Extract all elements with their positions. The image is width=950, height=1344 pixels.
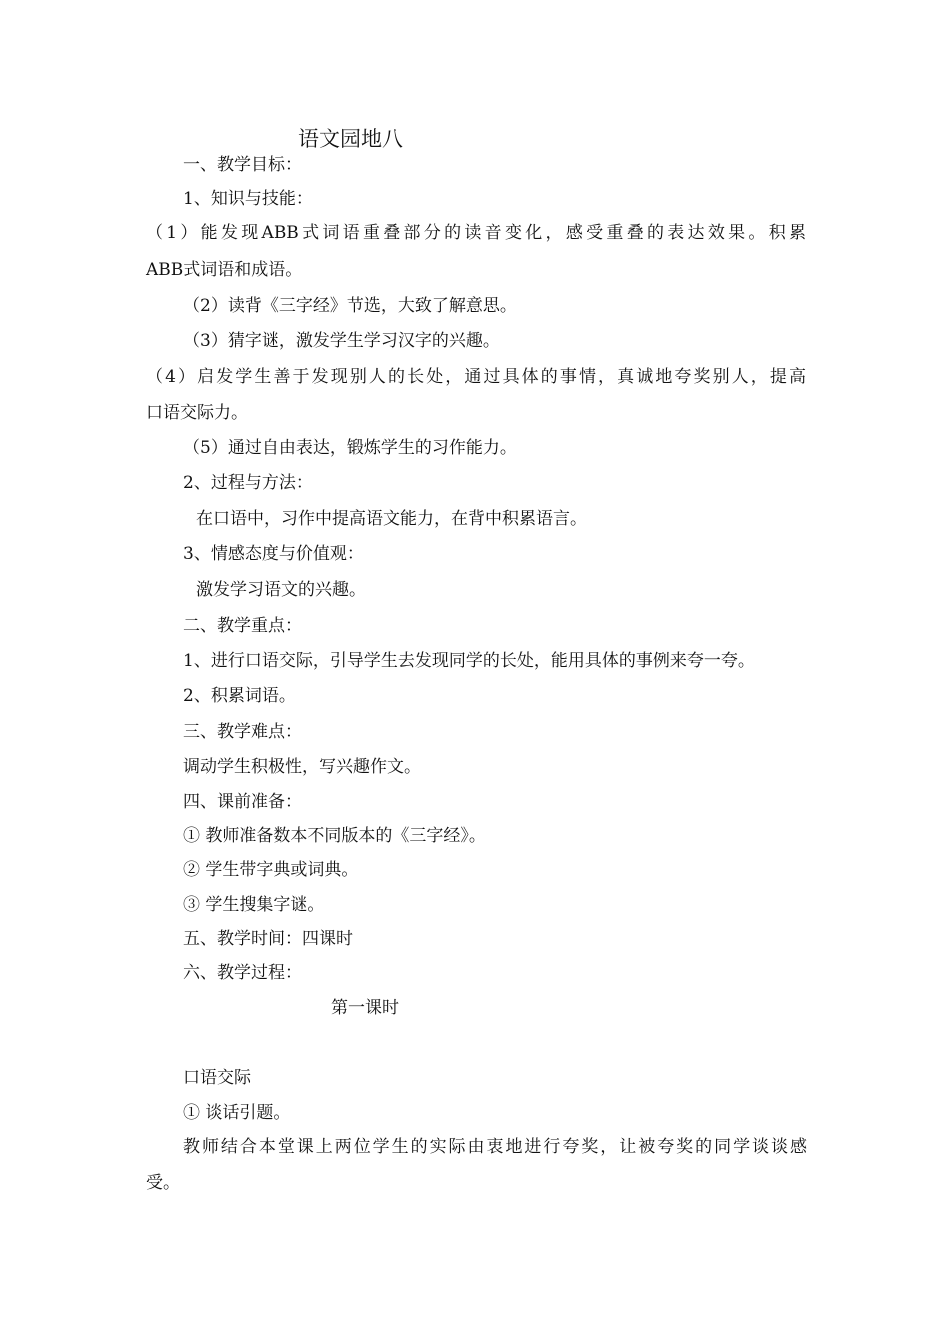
section-heading-key-points: 二、教学重点：: [183, 616, 302, 636]
section-heading-preparation: 四、课前准备：: [183, 792, 302, 812]
key-point-1: 1、进行口语交际，引导学生去发现同学的长处，能用具体的事例来夸一夸。: [183, 651, 755, 671]
preparation-item-2: ② 学生带字典或词典。: [183, 860, 359, 880]
objective-item-3: （3）猜字谜，激发学生学习汉字的兴趣。: [183, 331, 500, 351]
objective-item-5: （5）通过自由表达，锻炼学生的习作能力。: [183, 438, 517, 458]
activity-heading-oral: 口语交际: [183, 1068, 251, 1088]
subheading-process-method: 2、过程与方法：: [183, 473, 313, 493]
subheading-knowledge-skills: 1、知识与技能：: [183, 189, 313, 209]
objective-item-2: （2）读背《三字经》节选，大致了解意思。: [183, 296, 517, 316]
lesson-heading: 第一课时: [331, 998, 399, 1018]
activity-step-1: ① 谈话引题。: [183, 1103, 291, 1123]
section-heading-teaching-time: 五、教学时间：四课时: [183, 929, 353, 949]
section-heading-objectives: 一、教学目标：: [183, 155, 302, 175]
preparation-item-3: ③ 学生搜集字谜。: [183, 895, 325, 915]
objective-item-4-cont: 口语交际力。: [146, 403, 248, 423]
objective-item-4: （4）启发学生善于发现别人的长处，通过具体的事情，真诚地夸奖别人，提高: [146, 367, 806, 387]
process-method-text: 在口语中，习作中提高语文能力，在背中积累语言。: [196, 509, 587, 529]
attitude-values-text: 激发学习语文的兴趣。: [196, 580, 366, 600]
preparation-item-1: ① 教师准备数本不同版本的《三字经》。: [183, 826, 486, 846]
activity-step-1-text: 教师结合本堂课上两位学生的实际由衷地进行夸奖，让被夸奖的同学谈谈感: [183, 1137, 807, 1157]
objective-item-1: （1）能发现ABB式词语重叠部分的读音变化，感受重叠的表达效果。积累: [146, 223, 806, 243]
key-point-2: 2、积累词语。: [183, 686, 296, 706]
section-heading-difficulties: 三、教学难点：: [183, 722, 302, 742]
difficulty-text: 调动学生积极性，写兴趣作文。: [183, 757, 421, 777]
section-heading-teaching-process: 六、教学过程：: [183, 963, 302, 983]
activity-step-1-text-cont: 受。: [146, 1173, 180, 1193]
objective-item-1-cont: ABB式词语和成语。: [146, 260, 303, 280]
subheading-attitude-values: 3、情感态度与价值观：: [183, 544, 364, 564]
document-title: 语文园地八: [298, 127, 403, 151]
